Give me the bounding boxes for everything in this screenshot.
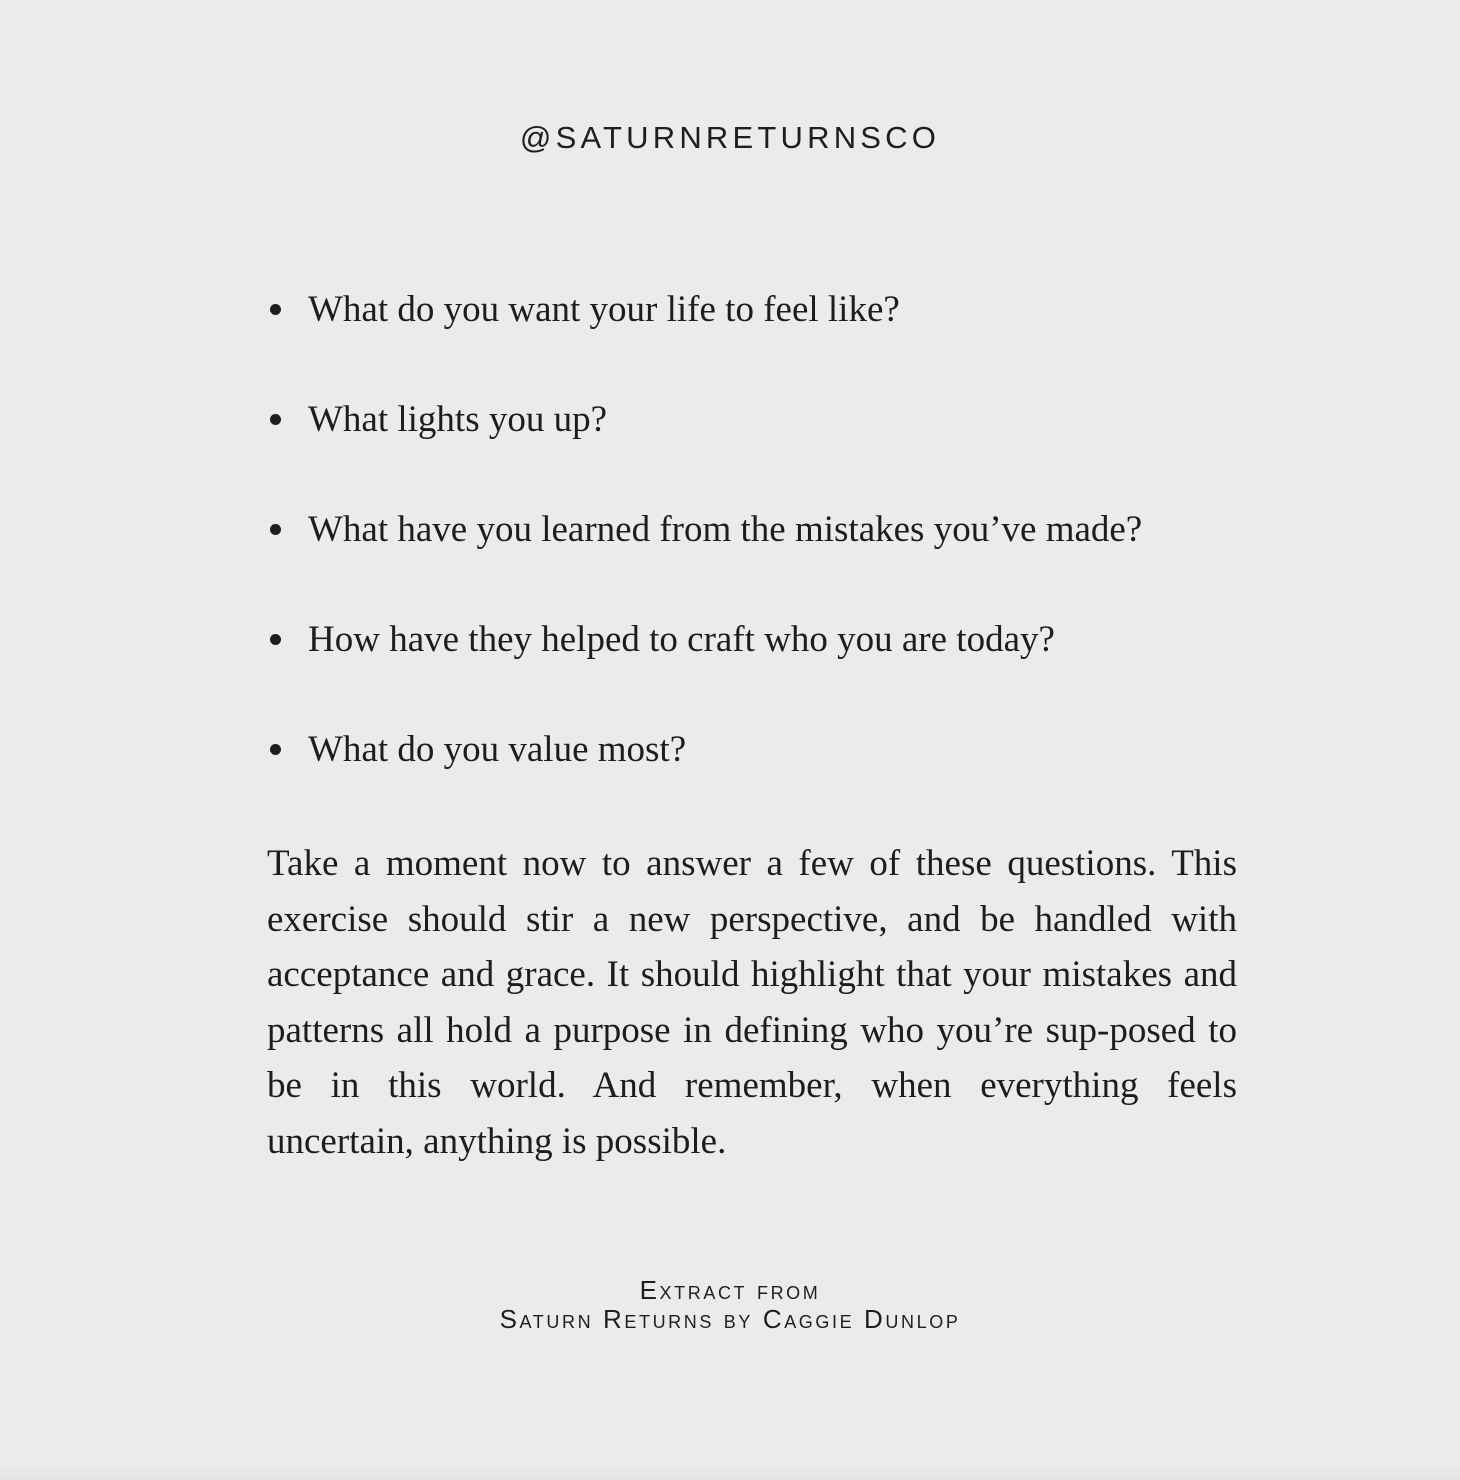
bullet-icon [270,414,281,425]
question-text: How have they helped to craft who you are today? [308,619,1055,660]
bullet-icon [270,634,281,645]
source-credit [0,1276,1460,1334]
list-item [268,612,1268,722]
account-handle: @SATURNRETURNSCO [519,120,941,155]
list-item [268,502,1268,612]
credit-title-author: Saturn Returns by Caggie Dunlop [499,1304,961,1334]
list-item [268,282,1268,392]
list-item [268,392,1268,502]
question-list [268,282,1268,832]
body-paragraph: Take a moment now to answer a few of these questions. This exercise should stir a new perspective, and be handled with acceptance and grace. It should highlight that your mistakes and patterns all hold a purpose in defining who you’re sup-posed to be in this world. And remember, when everything feels uncertain, anything is possible. [267,843,1237,1162]
list-item [268,722,1268,832]
bullet-icon [270,304,281,315]
credit-intro: Extract from [639,1275,821,1305]
question-text: What do you want your life to feel like? [308,289,900,330]
bottom-edge-shade [0,1464,1460,1480]
question-text: What lights you up? [308,399,608,440]
bullet-icon [270,524,281,535]
question-text: What have you learned from the mistakes you’ve made? [308,509,1143,550]
bullet-icon [270,744,281,755]
question-text: What do you value most? [308,729,687,770]
